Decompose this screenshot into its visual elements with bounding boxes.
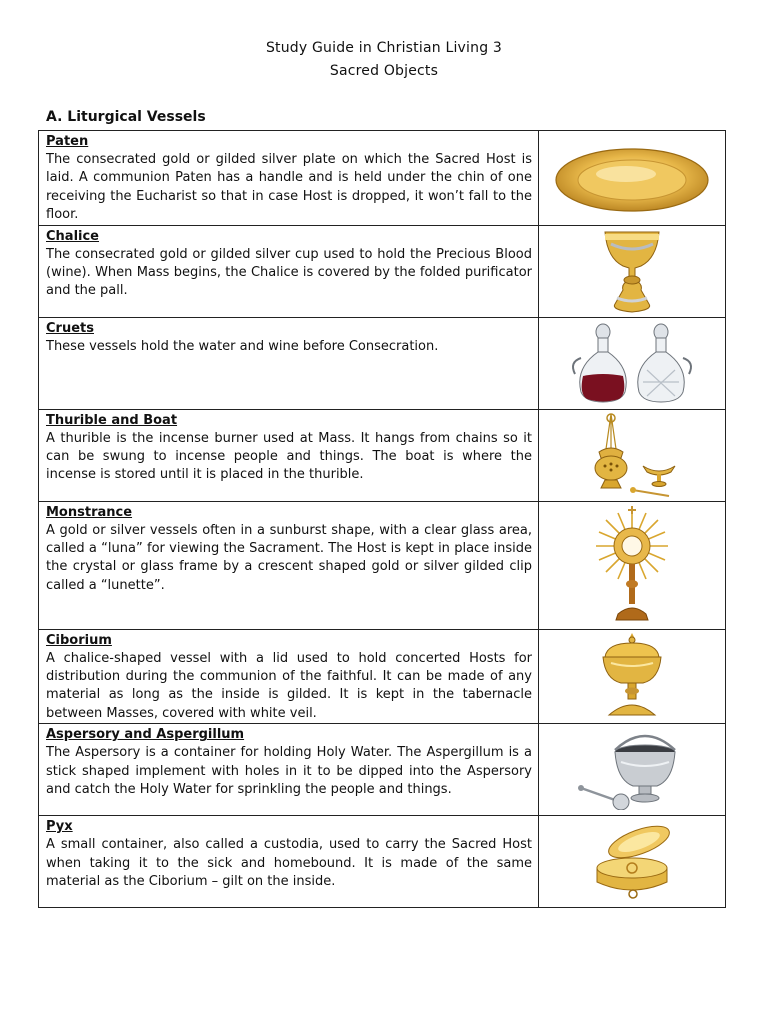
- chalice-icon: [597, 228, 667, 314]
- item-description: A thurible is the incense burner used at Mass. It hangs from chains so it can be swung to incense people and things. The boat is where the incense is stored until it is placed in the thurible.: [46, 430, 532, 483]
- item-name: Chalice: [46, 228, 100, 244]
- item-description: The consecrated gold or gilded silver cup used to hold the Precious Blood (wine). When Mass begins, the Chalice is covered by the folded purificator and the pall.: [46, 246, 532, 299]
- item-name: Thurible and Boat: [46, 412, 178, 428]
- item-description: The Aspersory is a container for holding Holy Water. The Aspergillum is a stick shaped implement with holes in it to be dipped into the Aspersory and catch the Holy Water for sprinkling the people and things.: [46, 745, 532, 798]
- table-row: [39, 225, 726, 317]
- item-name: Ciborium: [46, 632, 112, 648]
- pyx-icon: [587, 822, 677, 902]
- thurible-image: [539, 409, 726, 501]
- text-cell: [39, 225, 539, 317]
- document-title: Study Guide in Christian Living 3: [265, 40, 503, 56]
- chalice-image: [539, 225, 726, 317]
- table-row: [39, 131, 726, 226]
- item-name: Monstrance: [46, 504, 133, 520]
- table-row: [39, 409, 726, 501]
- table-row: [39, 501, 726, 629]
- aspersory-icon: [577, 730, 687, 810]
- cruets-image: [539, 317, 726, 409]
- ciborium-image: [539, 629, 726, 724]
- item-description: A gold or silver vessels often in a sunburst shape, with a clear glass area, called a “luna” for viewing the Sacrament. The Host is kept in place inside the crystal or glass frame by a crescent shaped gold or silver gilded clip called a “lunette”.: [46, 522, 532, 593]
- cruets-icon: [567, 322, 697, 404]
- item-name: Aspersory and Aspergillum: [46, 727, 245, 743]
- table-row: [39, 816, 726, 908]
- document-subtitle: Sacred Objects: [329, 63, 439, 79]
- text-cell: [39, 724, 539, 816]
- monstrance-image: [539, 501, 726, 629]
- item-description: The consecrated gold or gilded silver plate on which the Sacred Host is laid. A communion Paten has a handle and is held under the chin of one receiving the Eucharist so that in case Host is dropped, it won’t fall to the floor.: [46, 152, 532, 223]
- vessels-table: [38, 130, 726, 908]
- pyx-image: [539, 816, 726, 908]
- paten-image: [539, 131, 726, 226]
- paten-icon: [552, 142, 712, 214]
- text-cell: [39, 131, 539, 226]
- text-cell: [39, 629, 539, 724]
- item-description: A chalice-shaped vessel with a lid used to hold concerted Hosts for distribution during the communion of the faithful. It can be made of any material as long as the inside is gilded. It is kept in the tabernacle between Masses, covered with white veil.: [46, 650, 532, 721]
- item-description: A small container, also called a custodia, used to carry the Sacred Host when taking it to the sick and homebound. It is made of the same material as the Ciborium – gilt on the inside.: [46, 837, 532, 890]
- text-cell: [39, 409, 539, 501]
- text-cell: [39, 317, 539, 409]
- table-row: [39, 317, 726, 409]
- monstrance-icon: [592, 506, 672, 624]
- thurible-icon: [577, 412, 687, 498]
- text-cell: [39, 816, 539, 908]
- table-row: [39, 724, 726, 816]
- item-name: Cruets: [46, 320, 94, 336]
- ciborium-icon: [597, 633, 667, 719]
- table-row: [39, 629, 726, 724]
- text-cell: [39, 501, 539, 629]
- aspersory-image: [539, 724, 726, 816]
- item-description: These vessels hold the water and wine before Consecration.: [46, 338, 439, 354]
- item-name: Paten: [46, 134, 89, 149]
- section-heading: A. Liturgical Vessels: [46, 109, 206, 125]
- item-name: Pyx: [46, 819, 73, 835]
